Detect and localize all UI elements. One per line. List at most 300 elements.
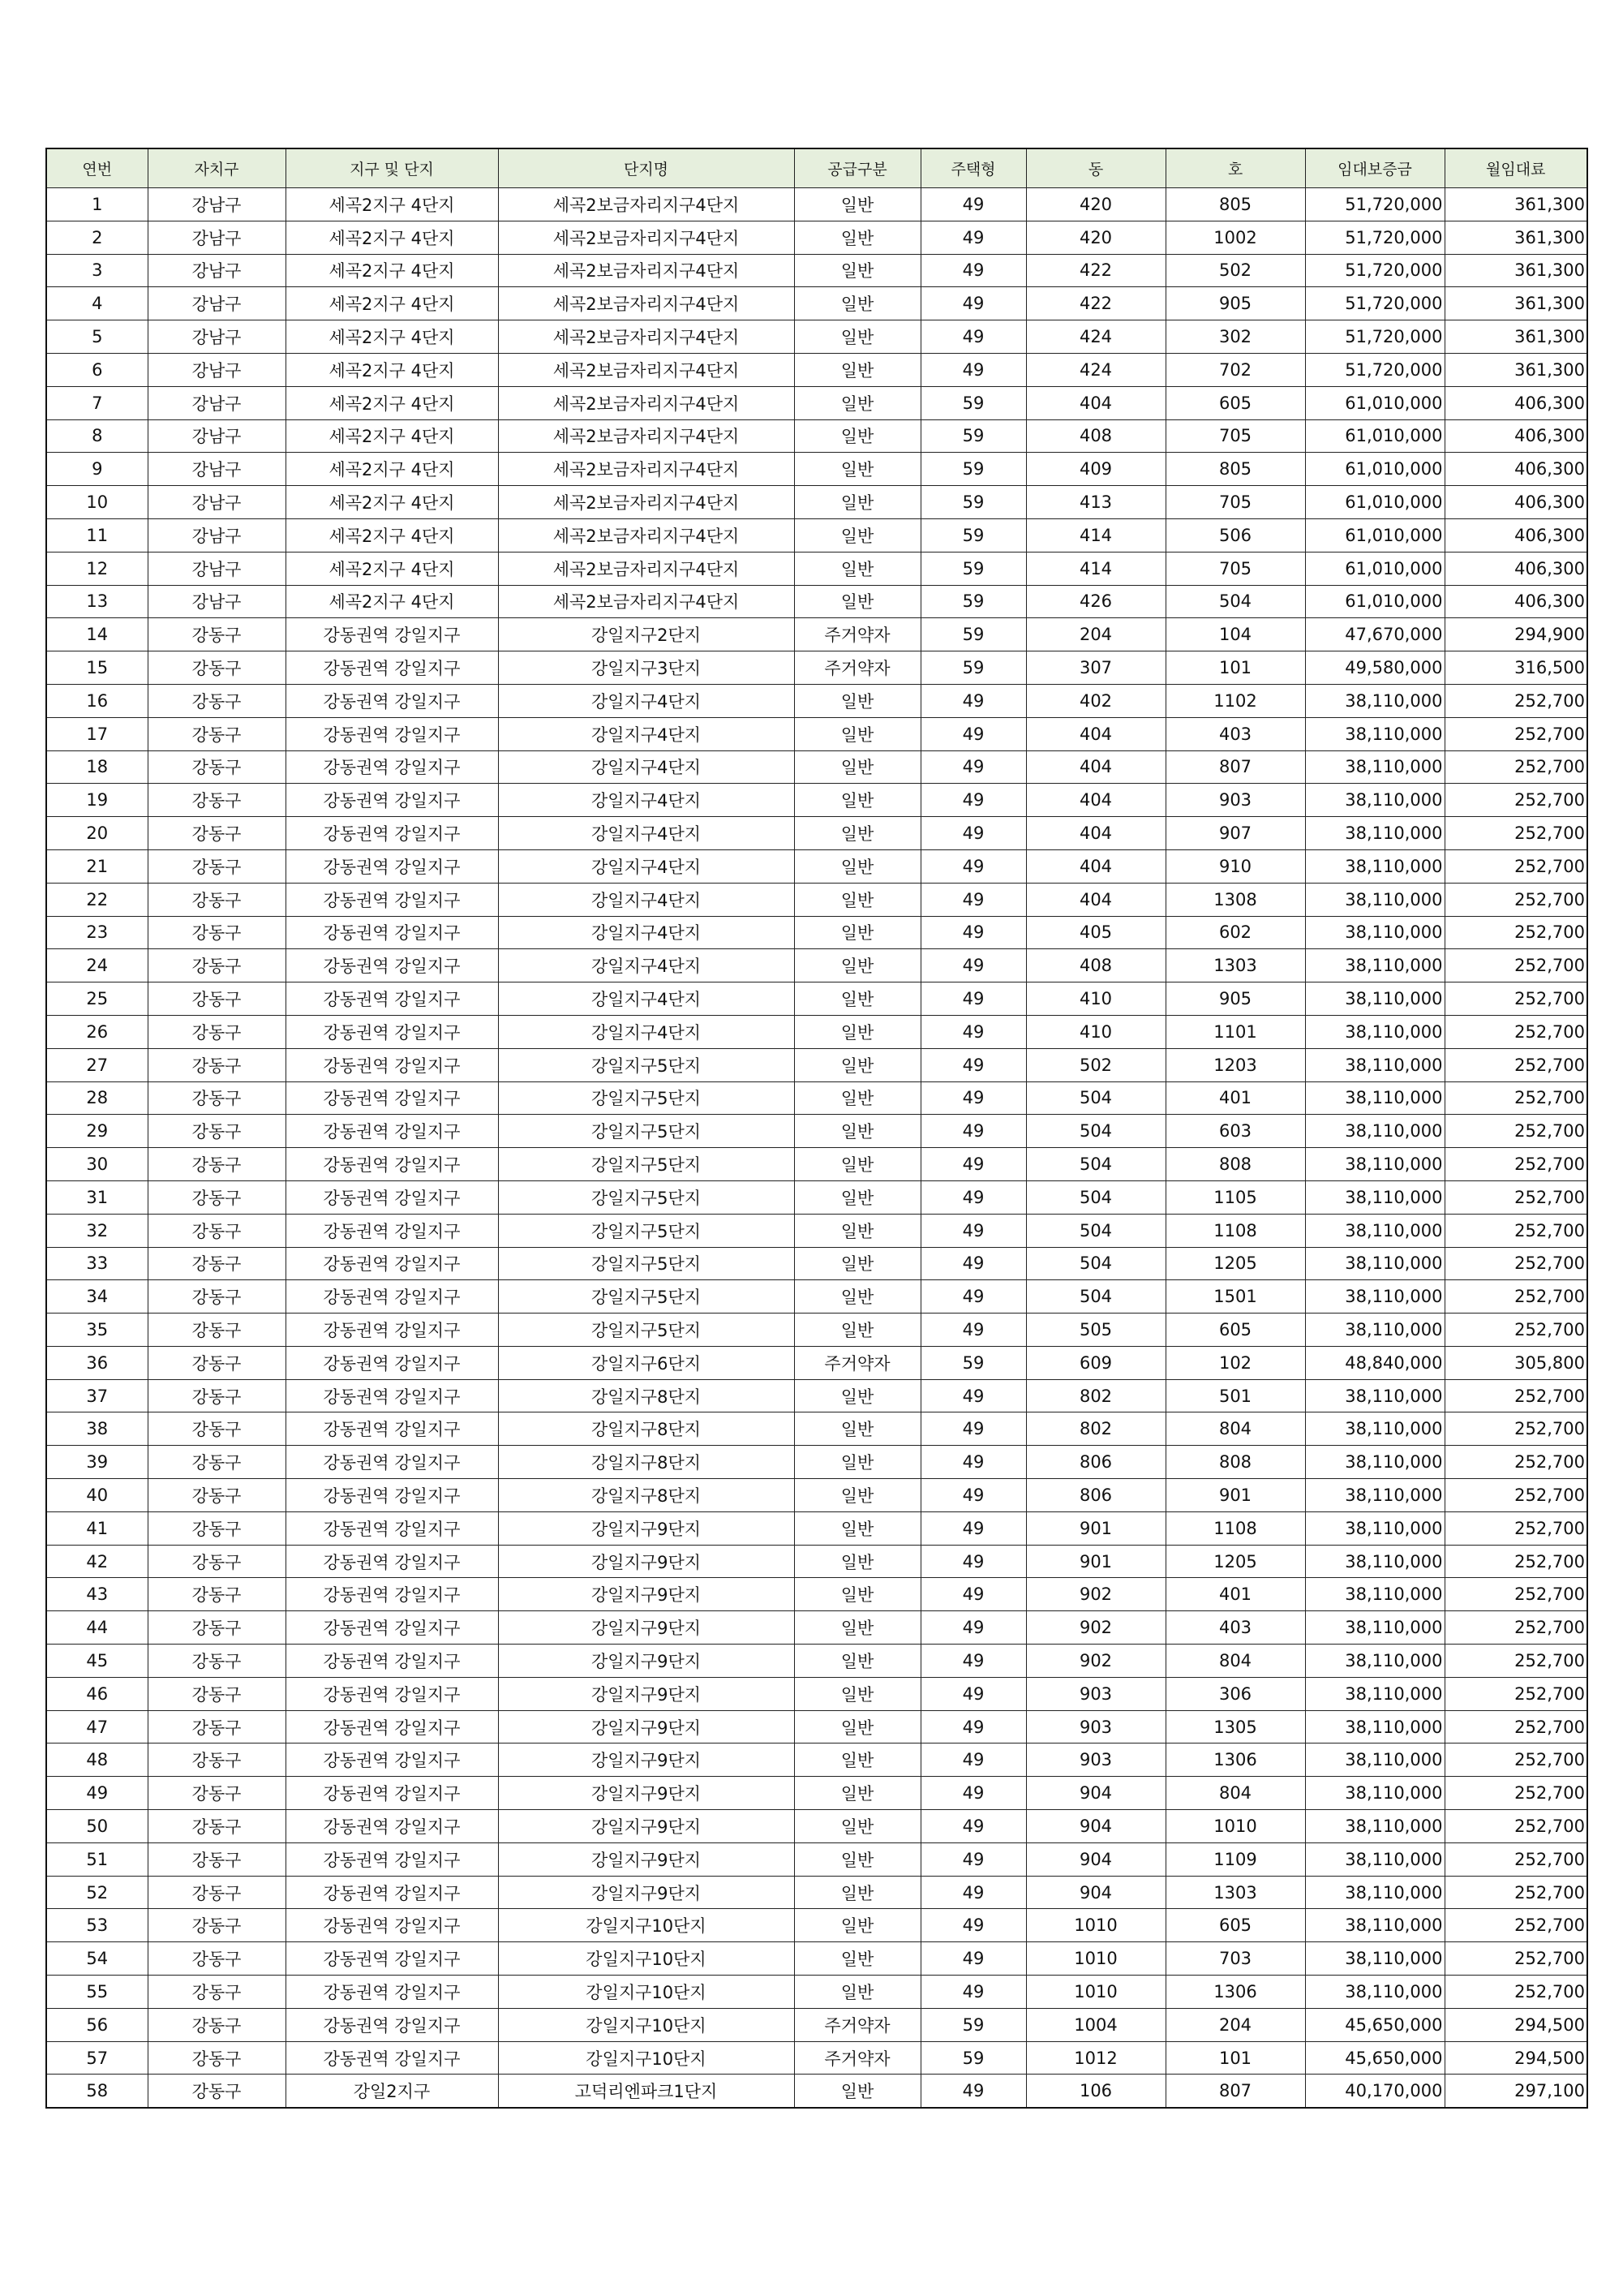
cell-rent: 252,700: [1445, 1645, 1587, 1678]
cell-rent: 252,700: [1445, 1148, 1587, 1181]
cell-rent: 252,700: [1445, 1214, 1587, 1247]
table-row: [46, 353, 1587, 386]
table-row: [46, 784, 1587, 817]
cell-zone: 강동권역 강일지구: [286, 1247, 498, 1280]
cell-rent: 252,700: [1445, 949, 1587, 982]
cell-supply-type: 일반: [794, 1314, 921, 1347]
cell-rent: 252,700: [1445, 1015, 1587, 1048]
cell-deposit: 38,110,000: [1305, 1379, 1445, 1412]
cell-rent: 406,300: [1445, 419, 1587, 453]
cell-unit: 1305: [1166, 1710, 1305, 1743]
cell-complex: 강일지구4단지: [498, 916, 794, 949]
cell-unit-type: 49: [921, 1214, 1026, 1247]
cell-zone: 강동권역 강일지구: [286, 982, 498, 1016]
cell-building: 404: [1026, 750, 1166, 784]
cell-unit: 502: [1166, 254, 1305, 287]
cell-complex: 강일지구4단지: [498, 717, 794, 750]
cell-rent: 252,700: [1445, 784, 1587, 817]
cell-no: 6: [46, 353, 148, 386]
cell-no: 20: [46, 817, 148, 850]
cell-deposit: 51,720,000: [1305, 287, 1445, 320]
cell-deposit: 51,720,000: [1305, 353, 1445, 386]
cell-district: 강동구: [148, 717, 286, 750]
cell-building: 422: [1026, 287, 1166, 320]
cell-district: 강남구: [148, 518, 286, 552]
cell-unit-type: 49: [921, 1379, 1026, 1412]
table-row: [46, 1479, 1587, 1512]
cell-complex: 강일지구9단지: [498, 1810, 794, 1843]
cell-unit: 1306: [1166, 1976, 1305, 2009]
table-row: [46, 518, 1587, 552]
col-header-district: 자치구: [148, 148, 286, 188]
table-row: [46, 1015, 1587, 1048]
cell-building: 505: [1026, 1314, 1166, 1347]
cell-supply-type: 주거약자: [794, 2041, 921, 2075]
cell-district: 강동구: [148, 1280, 286, 1314]
cell-unit-type: 49: [921, 1645, 1026, 1678]
cell-building: 424: [1026, 353, 1166, 386]
cell-zone: 세곡2지구 4단지: [286, 188, 498, 221]
cell-building: 414: [1026, 552, 1166, 585]
cell-building: 408: [1026, 949, 1166, 982]
cell-deposit: 38,110,000: [1305, 1611, 1445, 1645]
cell-rent: 252,700: [1445, 1578, 1587, 1611]
cell-unit: 705: [1166, 486, 1305, 519]
cell-supply-type: 일반: [794, 353, 921, 386]
cell-supply-type: 일반: [794, 1479, 921, 1512]
cell-building: 902: [1026, 1611, 1166, 1645]
cell-unit-type: 49: [921, 1280, 1026, 1314]
cell-unit: 403: [1166, 717, 1305, 750]
cell-supply-type: 일반: [794, 1842, 921, 1876]
cell-unit: 1205: [1166, 1545, 1305, 1578]
cell-district: 강동구: [148, 1909, 286, 1942]
cell-complex: 강일지구10단지: [498, 1942, 794, 1976]
cell-rent: 252,700: [1445, 717, 1587, 750]
cell-supply-type: 일반: [794, 518, 921, 552]
cell-unit-type: 49: [921, 353, 1026, 386]
cell-no: 35: [46, 1314, 148, 1347]
cell-deposit: 61,010,000: [1305, 552, 1445, 585]
cell-unit: 1010: [1166, 1810, 1305, 1843]
cell-district: 강동구: [148, 1976, 286, 2009]
cell-deposit: 38,110,000: [1305, 1810, 1445, 1843]
cell-unit-type: 49: [921, 784, 1026, 817]
cell-building: 903: [1026, 1710, 1166, 1743]
cell-unit: 1303: [1166, 1876, 1305, 1909]
cell-rent: 406,300: [1445, 386, 1587, 419]
cell-zone: 강동권역 강일지구: [286, 1412, 498, 1446]
cell-unit-type: 59: [921, 585, 1026, 618]
cell-unit-type: 59: [921, 2008, 1026, 2041]
table-row: [46, 618, 1587, 651]
cell-no: 28: [46, 1081, 148, 1115]
cell-supply-type: 일반: [794, 1545, 921, 1578]
cell-no: 11: [46, 518, 148, 552]
cell-unit: 605: [1166, 1909, 1305, 1942]
cell-district: 강동구: [148, 2075, 286, 2108]
cell-complex: 강일지구9단지: [498, 1645, 794, 1678]
cell-district: 강동구: [148, 1412, 286, 1446]
cell-rent: 252,700: [1445, 1842, 1587, 1876]
cell-district: 강동구: [148, 916, 286, 949]
table-row: [46, 1048, 1587, 1081]
table-row: [46, 1081, 1587, 1115]
cell-district: 강동구: [148, 1611, 286, 1645]
cell-district: 강남구: [148, 287, 286, 320]
cell-zone: 강동권역 강일지구: [286, 1048, 498, 1081]
cell-unit: 1501: [1166, 1280, 1305, 1314]
cell-building: 1004: [1026, 2008, 1166, 2041]
cell-deposit: 38,110,000: [1305, 1247, 1445, 1280]
cell-zone: 강동권역 강일지구: [286, 1942, 498, 1976]
cell-building: 414: [1026, 518, 1166, 552]
cell-rent: 252,700: [1445, 817, 1587, 850]
cell-deposit: 38,110,000: [1305, 1909, 1445, 1942]
cell-unit-type: 49: [921, 750, 1026, 784]
cell-complex: 강일지구5단지: [498, 1180, 794, 1214]
col-header-no: 연번: [46, 148, 148, 188]
cell-supply-type: 주거약자: [794, 618, 921, 651]
cell-complex: 강일지구5단지: [498, 1081, 794, 1115]
cell-supply-type: 일반: [794, 221, 921, 254]
cell-unit: 705: [1166, 419, 1305, 453]
cell-district: 강동구: [148, 1545, 286, 1578]
cell-zone: 강동권역 강일지구: [286, 1545, 498, 1578]
cell-no: 25: [46, 982, 148, 1016]
cell-complex: 강일지구9단지: [498, 1578, 794, 1611]
cell-deposit: 38,110,000: [1305, 883, 1445, 916]
cell-no: 32: [46, 1214, 148, 1247]
cell-complex: 강일지구4단지: [498, 750, 794, 784]
cell-unit-type: 59: [921, 552, 1026, 585]
cell-complex: 강일지구8단지: [498, 1479, 794, 1512]
table-row: [46, 486, 1587, 519]
cell-unit-type: 59: [921, 386, 1026, 419]
cell-unit: 104: [1166, 618, 1305, 651]
cell-building: 504: [1026, 1247, 1166, 1280]
cell-deposit: 51,720,000: [1305, 320, 1445, 354]
cell-deposit: 48,840,000: [1305, 1346, 1445, 1379]
cell-no: 33: [46, 1247, 148, 1280]
cell-district: 강동구: [148, 2008, 286, 2041]
cell-supply-type: 일반: [794, 916, 921, 949]
cell-no: 50: [46, 1810, 148, 1843]
cell-rent: 252,700: [1445, 1280, 1587, 1314]
cell-district: 강남구: [148, 188, 286, 221]
cell-unit: 903: [1166, 784, 1305, 817]
cell-no: 13: [46, 585, 148, 618]
cell-deposit: 51,720,000: [1305, 221, 1445, 254]
col-header-complex: 단지명: [498, 148, 794, 188]
cell-supply-type: 일반: [794, 1677, 921, 1710]
cell-district: 강동구: [148, 1942, 286, 1976]
cell-zone: 강동권역 강일지구: [286, 618, 498, 651]
cell-unit: 302: [1166, 320, 1305, 354]
cell-supply-type: 일반: [794, 1148, 921, 1181]
cell-unit: 901: [1166, 1479, 1305, 1512]
cell-zone: 강동권역 강일지구: [286, 784, 498, 817]
cell-district: 강남구: [148, 353, 286, 386]
cell-zone: 세곡2지구 4단지: [286, 320, 498, 354]
cell-unit-type: 49: [921, 1743, 1026, 1777]
cell-no: 47: [46, 1710, 148, 1743]
cell-no: 49: [46, 1777, 148, 1810]
cell-unit-type: 49: [921, 1479, 1026, 1512]
cell-district: 강동구: [148, 849, 286, 883]
cell-unit-type: 49: [921, 1081, 1026, 1115]
cell-rent: 406,300: [1445, 552, 1587, 585]
cell-unit-type: 49: [921, 1810, 1026, 1843]
cell-supply-type: 일반: [794, 1976, 921, 2009]
cell-zone: 강동권역 강일지구: [286, 1777, 498, 1810]
cell-complex: 강일지구5단지: [498, 1148, 794, 1181]
cell-district: 강동구: [148, 1346, 286, 1379]
table-row: [46, 1115, 1587, 1148]
cell-no: 8: [46, 419, 148, 453]
cell-complex: 강일지구8단지: [498, 1412, 794, 1446]
cell-rent: 406,300: [1445, 518, 1587, 552]
cell-unit: 101: [1166, 2041, 1305, 2075]
cell-complex: 강일지구5단지: [498, 1314, 794, 1347]
cell-unit: 1102: [1166, 684, 1305, 717]
cell-no: 22: [46, 883, 148, 916]
cell-unit: 805: [1166, 453, 1305, 486]
cell-no: 39: [46, 1446, 148, 1479]
cell-zone: 강동권역 강일지구: [286, 1976, 498, 2009]
cell-no: 21: [46, 849, 148, 883]
cell-deposit: 51,720,000: [1305, 188, 1445, 221]
cell-supply-type: 일반: [794, 486, 921, 519]
cell-no: 41: [46, 1511, 148, 1545]
cell-district: 강동구: [148, 1810, 286, 1843]
cell-zone: 강동권역 강일지구: [286, 1611, 498, 1645]
cell-unit-type: 49: [921, 254, 1026, 287]
table-row: [46, 1743, 1587, 1777]
cell-building: 307: [1026, 651, 1166, 685]
cell-no: 34: [46, 1280, 148, 1314]
cell-district: 강남구: [148, 585, 286, 618]
cell-complex: 강일지구9단지: [498, 1876, 794, 1909]
cell-rent: 252,700: [1445, 1876, 1587, 1909]
cell-building: 504: [1026, 1081, 1166, 1115]
cell-unit: 1109: [1166, 1842, 1305, 1876]
cell-unit: 808: [1166, 1446, 1305, 1479]
cell-rent: 406,300: [1445, 585, 1587, 618]
cell-no: 14: [46, 618, 148, 651]
cell-unit-type: 49: [921, 1412, 1026, 1446]
cell-unit-type: 49: [921, 1314, 1026, 1347]
cell-district: 강동구: [148, 1446, 286, 1479]
table-row: [46, 254, 1587, 287]
cell-building: 806: [1026, 1446, 1166, 1479]
cell-building: 1010: [1026, 1909, 1166, 1942]
cell-unit-type: 59: [921, 486, 1026, 519]
cell-zone: 강동권역 강일지구: [286, 1677, 498, 1710]
cell-deposit: 38,110,000: [1305, 1842, 1445, 1876]
cell-unit: 506: [1166, 518, 1305, 552]
cell-complex: 강일지구9단지: [498, 1842, 794, 1876]
cell-supply-type: 주거약자: [794, 2008, 921, 2041]
cell-district: 강동구: [148, 1015, 286, 1048]
cell-building: 404: [1026, 849, 1166, 883]
table-row: [46, 1280, 1587, 1314]
cell-rent: 252,700: [1445, 1777, 1587, 1810]
cell-zone: 강동권역 강일지구: [286, 849, 498, 883]
cell-zone: 강동권역 강일지구: [286, 1645, 498, 1678]
cell-deposit: 38,110,000: [1305, 949, 1445, 982]
cell-complex: 강일지구4단지: [498, 883, 794, 916]
cell-unit-type: 49: [921, 883, 1026, 916]
cell-supply-type: 일반: [794, 1777, 921, 1810]
cell-deposit: 51,720,000: [1305, 254, 1445, 287]
cell-unit: 603: [1166, 1115, 1305, 1148]
cell-no: 16: [46, 684, 148, 717]
cell-complex: 강일지구6단지: [498, 1346, 794, 1379]
cell-building: 504: [1026, 1214, 1166, 1247]
cell-no: 10: [46, 486, 148, 519]
cell-supply-type: 일반: [794, 1412, 921, 1446]
cell-deposit: 38,110,000: [1305, 750, 1445, 784]
cell-unit: 905: [1166, 982, 1305, 1016]
cell-supply-type: 일반: [794, 1810, 921, 1843]
cell-district: 강동구: [148, 1710, 286, 1743]
cell-deposit: 38,110,000: [1305, 1479, 1445, 1512]
table-row: [46, 883, 1587, 916]
cell-no: 45: [46, 1645, 148, 1678]
cell-complex: 강일지구3단지: [498, 651, 794, 685]
table-row: [46, 750, 1587, 784]
table-row: [46, 2075, 1587, 2108]
cell-unit: 1108: [1166, 1214, 1305, 1247]
cell-no: 3: [46, 254, 148, 287]
cell-building: 504: [1026, 1115, 1166, 1148]
cell-supply-type: 일반: [794, 188, 921, 221]
table-row: [46, 221, 1587, 254]
cell-supply-type: 일반: [794, 949, 921, 982]
cell-district: 강동구: [148, 1645, 286, 1678]
table-row: [46, 1446, 1587, 1479]
cell-supply-type: 일반: [794, 1247, 921, 1280]
cell-district: 강동구: [148, 982, 286, 1016]
cell-no: 17: [46, 717, 148, 750]
cell-district: 강동구: [148, 1743, 286, 1777]
cell-supply-type: 일반: [794, 883, 921, 916]
cell-zone: 강동권역 강일지구: [286, 1909, 498, 1942]
cell-district: 강동구: [148, 1876, 286, 1909]
cell-complex: 세곡2보금자리지구4단지: [498, 453, 794, 486]
rental-table-sheet: [45, 148, 1587, 2109]
cell-unit: 602: [1166, 916, 1305, 949]
table-header-row: [46, 148, 1587, 188]
table-row: [46, 453, 1587, 486]
table-row: [46, 651, 1587, 685]
cell-no: 43: [46, 1578, 148, 1611]
table-row: [46, 386, 1587, 419]
cell-no: 24: [46, 949, 148, 982]
cell-no: 52: [46, 1876, 148, 1909]
cell-zone: 세곡2지구 4단지: [286, 518, 498, 552]
table-row: [46, 1976, 1587, 2009]
cell-no: 57: [46, 2041, 148, 2075]
cell-district: 강동구: [148, 1180, 286, 1214]
cell-unit-type: 49: [921, 320, 1026, 354]
cell-complex: 강일지구4단지: [498, 1015, 794, 1048]
cell-building: 1010: [1026, 1942, 1166, 1976]
col-header-unit-type: 주택형: [921, 148, 1026, 188]
cell-complex: 강일지구4단지: [498, 982, 794, 1016]
table-row: [46, 1247, 1587, 1280]
cell-zone: 강동권역 강일지구: [286, 1511, 498, 1545]
cell-building: 420: [1026, 221, 1166, 254]
cell-zone: 강동권역 강일지구: [286, 1214, 498, 1247]
cell-unit: 1105: [1166, 1180, 1305, 1214]
cell-supply-type: 일반: [794, 1710, 921, 1743]
cell-rent: 252,700: [1445, 684, 1587, 717]
cell-zone: 강동권역 강일지구: [286, 1578, 498, 1611]
cell-complex: 강일지구4단지: [498, 784, 794, 817]
cell-deposit: 38,110,000: [1305, 1942, 1445, 1976]
cell-deposit: 38,110,000: [1305, 1015, 1445, 1048]
cell-unit-type: 49: [921, 221, 1026, 254]
cell-no: 53: [46, 1909, 148, 1942]
cell-unit: 1303: [1166, 949, 1305, 982]
cell-unit-type: 59: [921, 2041, 1026, 2075]
cell-no: 26: [46, 1015, 148, 1048]
cell-rent: 252,700: [1445, 1412, 1587, 1446]
cell-complex: 강일지구8단지: [498, 1379, 794, 1412]
cell-no: 44: [46, 1611, 148, 1645]
cell-deposit: 40,170,000: [1305, 2075, 1445, 2108]
cell-unit: 102: [1166, 1346, 1305, 1379]
cell-complex: 세곡2보금자리지구4단지: [498, 518, 794, 552]
cell-unit: 504: [1166, 585, 1305, 618]
cell-complex: 강일지구9단지: [498, 1511, 794, 1545]
cell-building: 410: [1026, 1015, 1166, 1048]
cell-complex: 강일지구5단지: [498, 1048, 794, 1081]
cell-unit: 204: [1166, 2008, 1305, 2041]
cell-deposit: 38,110,000: [1305, 817, 1445, 850]
cell-building: 504: [1026, 1280, 1166, 1314]
table-row: [46, 287, 1587, 320]
cell-rent: 252,700: [1445, 1247, 1587, 1280]
table-row: [46, 2041, 1587, 2075]
cell-unit-type: 49: [921, 1247, 1026, 1280]
cell-unit: 1101: [1166, 1015, 1305, 1048]
cell-rent: 252,700: [1445, 916, 1587, 949]
cell-no: 12: [46, 552, 148, 585]
cell-zone: 세곡2지구 4단지: [286, 486, 498, 519]
cell-rent: 361,300: [1445, 254, 1587, 287]
cell-unit: 501: [1166, 1379, 1305, 1412]
cell-no: 23: [46, 916, 148, 949]
cell-rent: 252,700: [1445, 1545, 1587, 1578]
cell-deposit: 38,110,000: [1305, 1743, 1445, 1777]
cell-rent: 252,700: [1445, 1710, 1587, 1743]
cell-deposit: 61,010,000: [1305, 486, 1445, 519]
cell-no: 51: [46, 1842, 148, 1876]
cell-unit-type: 49: [921, 684, 1026, 717]
cell-unit: 907: [1166, 817, 1305, 850]
cell-building: 609: [1026, 1346, 1166, 1379]
table-row: [46, 1214, 1587, 1247]
cell-complex: 강일지구4단지: [498, 684, 794, 717]
cell-unit-type: 49: [921, 1545, 1026, 1578]
cell-no: 29: [46, 1115, 148, 1148]
cell-supply-type: 일반: [794, 1081, 921, 1115]
cell-complex: 강일지구10단지: [498, 1909, 794, 1942]
cell-zone: 강동권역 강일지구: [286, 1314, 498, 1347]
